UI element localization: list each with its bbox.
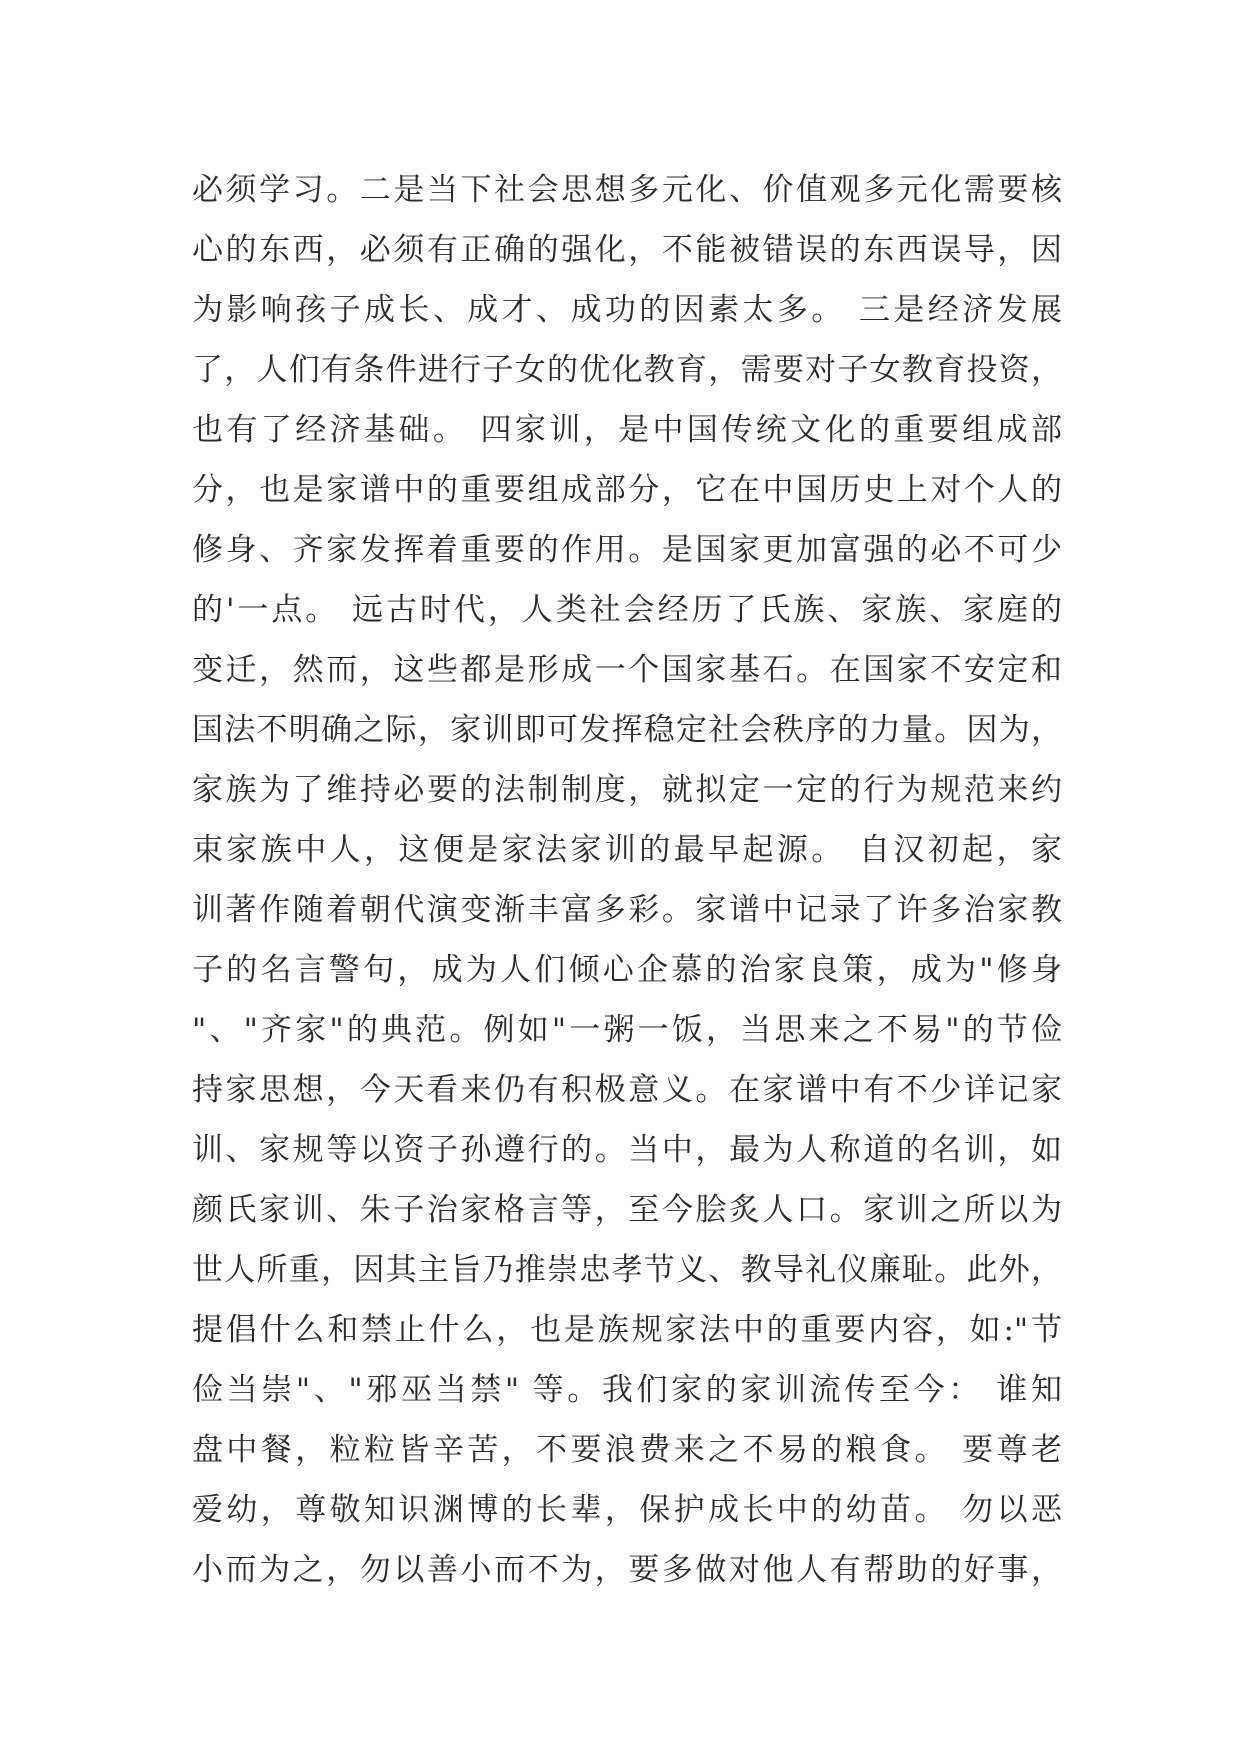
text-line-14: 子的名言警句，成为人们倾心企慕的治家良策，成为"修身 [192,952,1062,988]
text-line-8: 的'一点。 远古时代，人类社会经历了氏族、家族、家庭的 [192,592,1062,628]
text-line-20: 提倡什么和禁止什么，也是族规家法中的重要内容，如:"节 [192,1312,1062,1348]
text-line-17: 训、家规等以资子孙遵行的。当中，最为人称道的名训，如 [192,1132,1062,1168]
text-line-6: 分，也是家谱中的重要组成部分，它在中国历史上对个人的 [192,472,1062,508]
text-line-22: 盘中餐，粒粒皆辛苦，不要浪费来之不易的粮食。 要尊老 [192,1432,1062,1468]
text-line-19: 世人所重，因其主旨乃推崇忠孝节义、教导礼仪廉耻。此外， [192,1252,1062,1288]
text-line-1: 必须学习。二是当下社会思想多元化、价值观多元化需要核 [192,172,1062,208]
text-line-13: 训著作随着朝代演变渐丰富多彩。家谱中记录了许多治家教 [192,892,1062,928]
text-line-4: 了，人们有条件进行子女的优化教育，需要对子女教育投资， [192,352,1062,388]
text-line-2: 心的东西，必须有正确的强化，不能被错误的东西误导，因 [192,232,1062,268]
text-line-9: 变迁，然而，这些都是形成一个国家基石。在国家不安定和 [192,652,1062,688]
text-line-5: 也有了经济基础。 四家训，是中国传统文化的重要组成部 [192,412,1062,448]
text-line-15: "、"齐家"的典范。例如"一粥一饭，当思来之不易"的节俭 [192,1012,1062,1048]
text-line-16: 持家思想，今天看来仍有积极意义。在家谱中有不少详记家 [192,1072,1062,1108]
text-line-12: 束家族中人，这便是家法家训的最早起源。 自汉初起，家 [192,832,1062,868]
text-line-11: 家族为了维持必要的法制制度，就拟定一定的行为规范来约 [192,772,1062,808]
text-line-7: 修身、齐家发挥着重要的作用。是国家更加富强的必不可少 [192,532,1062,568]
body-text [192,160,1062,1600]
text-line-23: 爱幼，尊敬知识渊博的长辈，保护成长中的幼苗。 勿以恶 [192,1492,1062,1528]
text-line-21: 俭当崇"、"邪巫当禁" 等。我们家的家训流传至今： 谁知 [192,1372,1062,1408]
text-line-18: 颜氏家训、朱子治家格言等，至今脍炙人口。家训之所以为 [192,1192,1062,1228]
text-line-10: 国法不明确之际，家训即可发挥稳定社会秩序的力量。因为， [192,712,1062,748]
text-line-24: 小而为之，勿以善小而不为，要多做对他人有帮助的好事， [192,1552,1062,1588]
text-line-3: 为影响孩子成长、成才、成功的因素太多。 三是经济发展 [192,292,1062,328]
